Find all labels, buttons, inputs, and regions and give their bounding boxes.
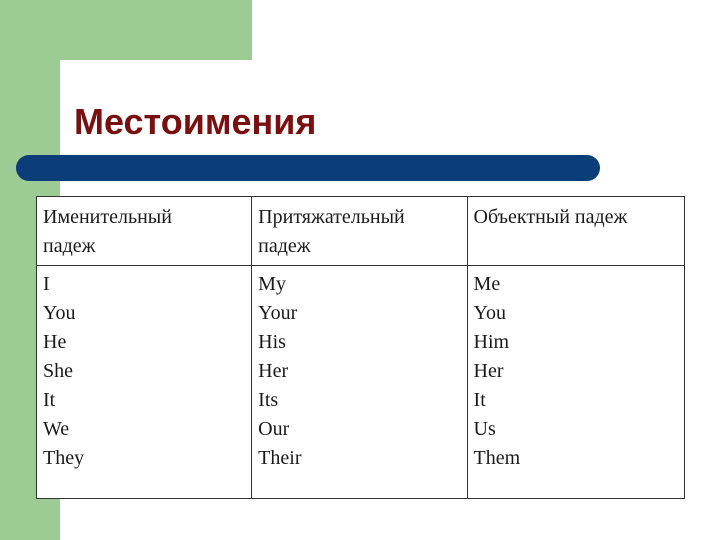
- pronoun-item: His: [258, 331, 286, 353]
- pronoun-item: Its: [258, 389, 279, 411]
- pronoun-item: Her: [258, 360, 289, 382]
- pronoun-item: Me: [473, 273, 501, 295]
- header-nominative: [37, 197, 252, 266]
- header-objective: [467, 197, 684, 266]
- pronoun-table: [36, 196, 685, 499]
- pronoun-item: She: [43, 360, 73, 382]
- objective-pronouns-cell: [467, 266, 684, 499]
- slide-title: Местоимения: [74, 101, 317, 142]
- table-body-row: [37, 266, 685, 499]
- pronoun-item: Their: [258, 447, 302, 469]
- pronoun-item: We: [43, 418, 70, 440]
- pronoun-item: They: [43, 447, 85, 469]
- header-line: Притяжательный: [258, 206, 405, 228]
- pronoun-item: Her: [473, 360, 504, 382]
- header-line: Именительный: [43, 206, 172, 228]
- header-line: падеж: [258, 235, 311, 257]
- pronoun-item: I: [43, 273, 50, 295]
- pronoun-item: It: [43, 389, 56, 411]
- nominative-pronouns-cell: [37, 266, 252, 499]
- title-underline-bar: [16, 155, 600, 181]
- header-line: Объектный падеж: [473, 206, 628, 228]
- pronoun-item: It: [473, 389, 486, 411]
- pronoun-item: You: [473, 302, 506, 324]
- pronoun-item: My: [258, 273, 286, 295]
- pronoun-item: He: [43, 331, 67, 353]
- pronoun-item: Us: [473, 418, 496, 440]
- header-possessive: [252, 197, 467, 266]
- pronoun-item: Our: [258, 418, 290, 440]
- pronoun-item: Them: [473, 447, 521, 469]
- pronoun-item: Your: [258, 302, 298, 324]
- header-line: падеж: [43, 235, 96, 257]
- table-header-row: [37, 197, 685, 266]
- pronoun-item: Him: [473, 331, 510, 353]
- possessive-pronouns-cell: [252, 266, 467, 499]
- top-green-block: [0, 0, 252, 60]
- pronoun-item: You: [43, 302, 76, 324]
